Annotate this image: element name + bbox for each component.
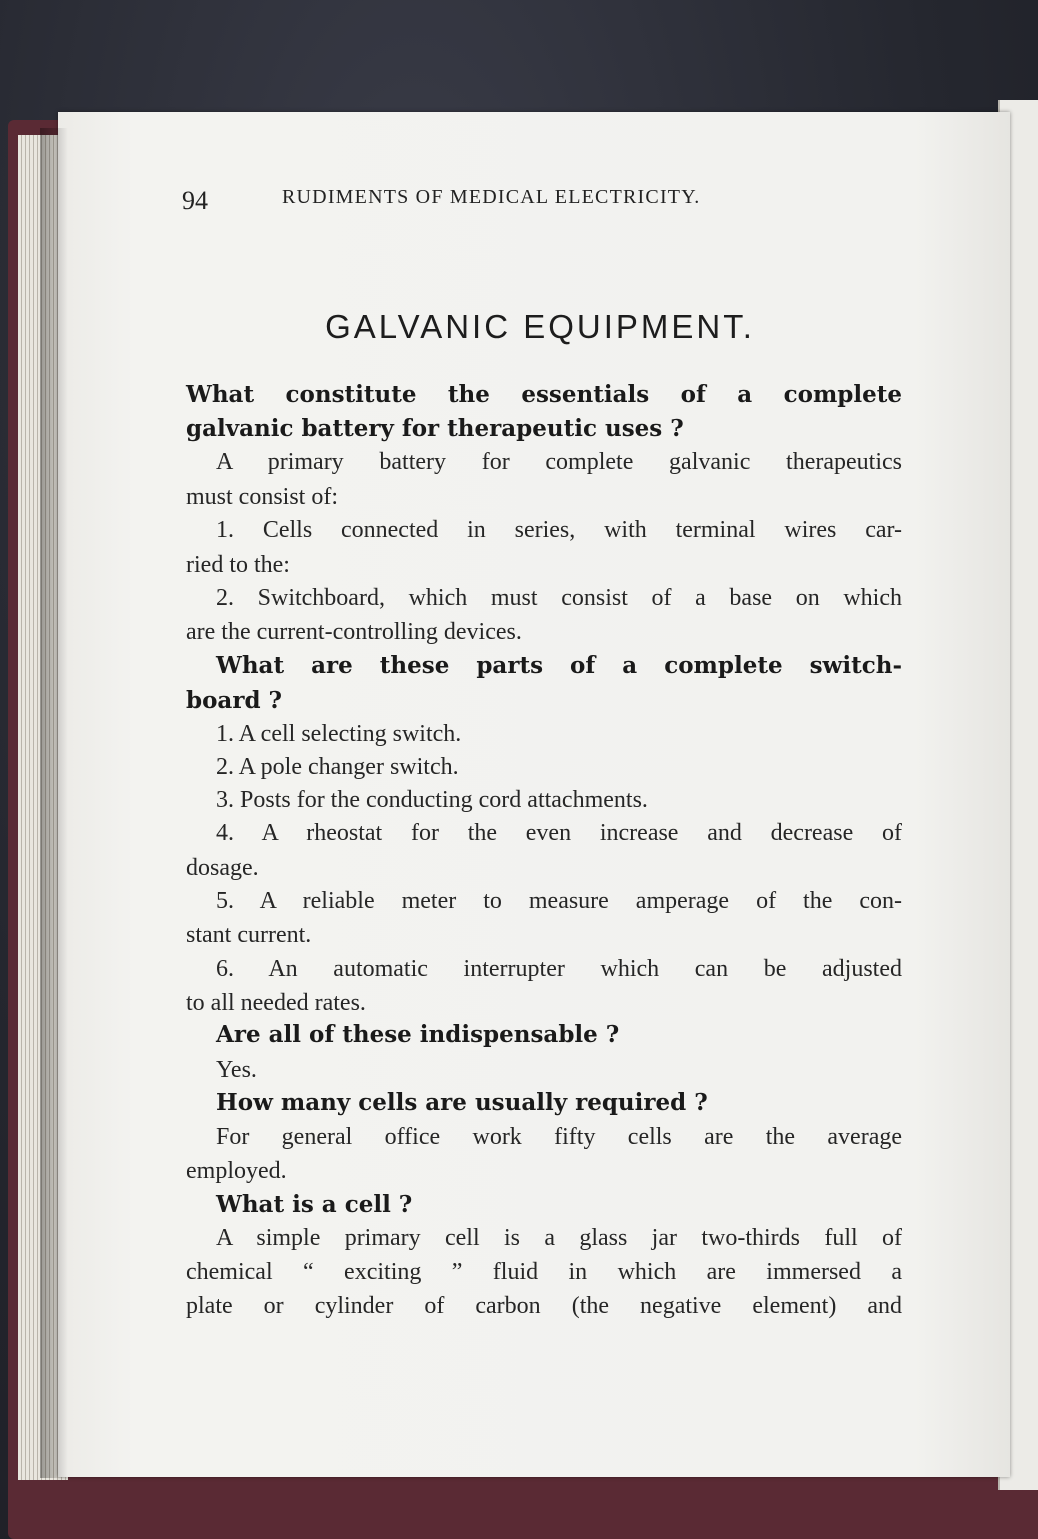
answer-line: plate or cylinder of carbon (the negative element) and: [186, 1293, 902, 1319]
list-item: 1. A cell selecting switch.: [216, 721, 462, 747]
answer-line: ried to the:: [186, 552, 290, 578]
answer-line: must consist of:: [186, 484, 339, 510]
answer-line: employed.: [186, 1158, 287, 1184]
answer-line: 1. Cells connected in series, with terminal wires car-: [216, 517, 902, 543]
answer-line: For general office work fifty cells are the average: [216, 1124, 902, 1150]
question-line: board ?: [186, 687, 283, 714]
answer-line: to all needed rates.: [186, 990, 366, 1016]
page-header: [182, 182, 902, 216]
list-item: 6. An automatic interrupter which can be adjusted: [216, 956, 902, 982]
question-line: How many cells are usually required ?: [216, 1089, 708, 1116]
answer-line: A primary battery for complete galvanic therapeutics: [216, 449, 902, 475]
list-item: 2. A pole changer switch.: [216, 754, 459, 780]
answer-line: stant current.: [186, 922, 312, 948]
section-title: GALVANIC EQUIPMENT.: [325, 308, 755, 345]
answer-line: chemical “ exciting ” fluid in which are immersed a: [186, 1259, 902, 1285]
list-item: 4. A rheostat for the even increase and decrease of: [216, 820, 902, 846]
answer-line: are the current-controlling devices.: [186, 619, 522, 645]
answer-line: Yes.: [216, 1057, 257, 1083]
answer-line: 2. Switchboard, which must consist of a base on which: [216, 585, 902, 611]
question-line: What are these parts of a complete switch-: [216, 652, 902, 679]
running-head: RUDIMENTS OF MEDICAL ELECTRICITY.: [282, 186, 701, 208]
question-line: What constitute the essentials of a complete: [186, 381, 902, 408]
answer-line: dosage.: [186, 855, 259, 881]
page-number: 94: [182, 186, 208, 215]
question-line: galvanic battery for therapeutic uses ?: [186, 415, 684, 442]
list-item: 5. A reliable meter to measure amperage of the con-: [216, 888, 902, 914]
question-line: What is a cell ?: [216, 1191, 413, 1218]
answer-line: A simple primary cell is a glass jar two-thirds full of: [216, 1225, 902, 1251]
spine-shadow: [40, 128, 68, 1478]
list-item: 3. Posts for the conducting cord attachments.: [216, 787, 648, 813]
question-line: Are all of these indispensable ?: [216, 1021, 620, 1048]
